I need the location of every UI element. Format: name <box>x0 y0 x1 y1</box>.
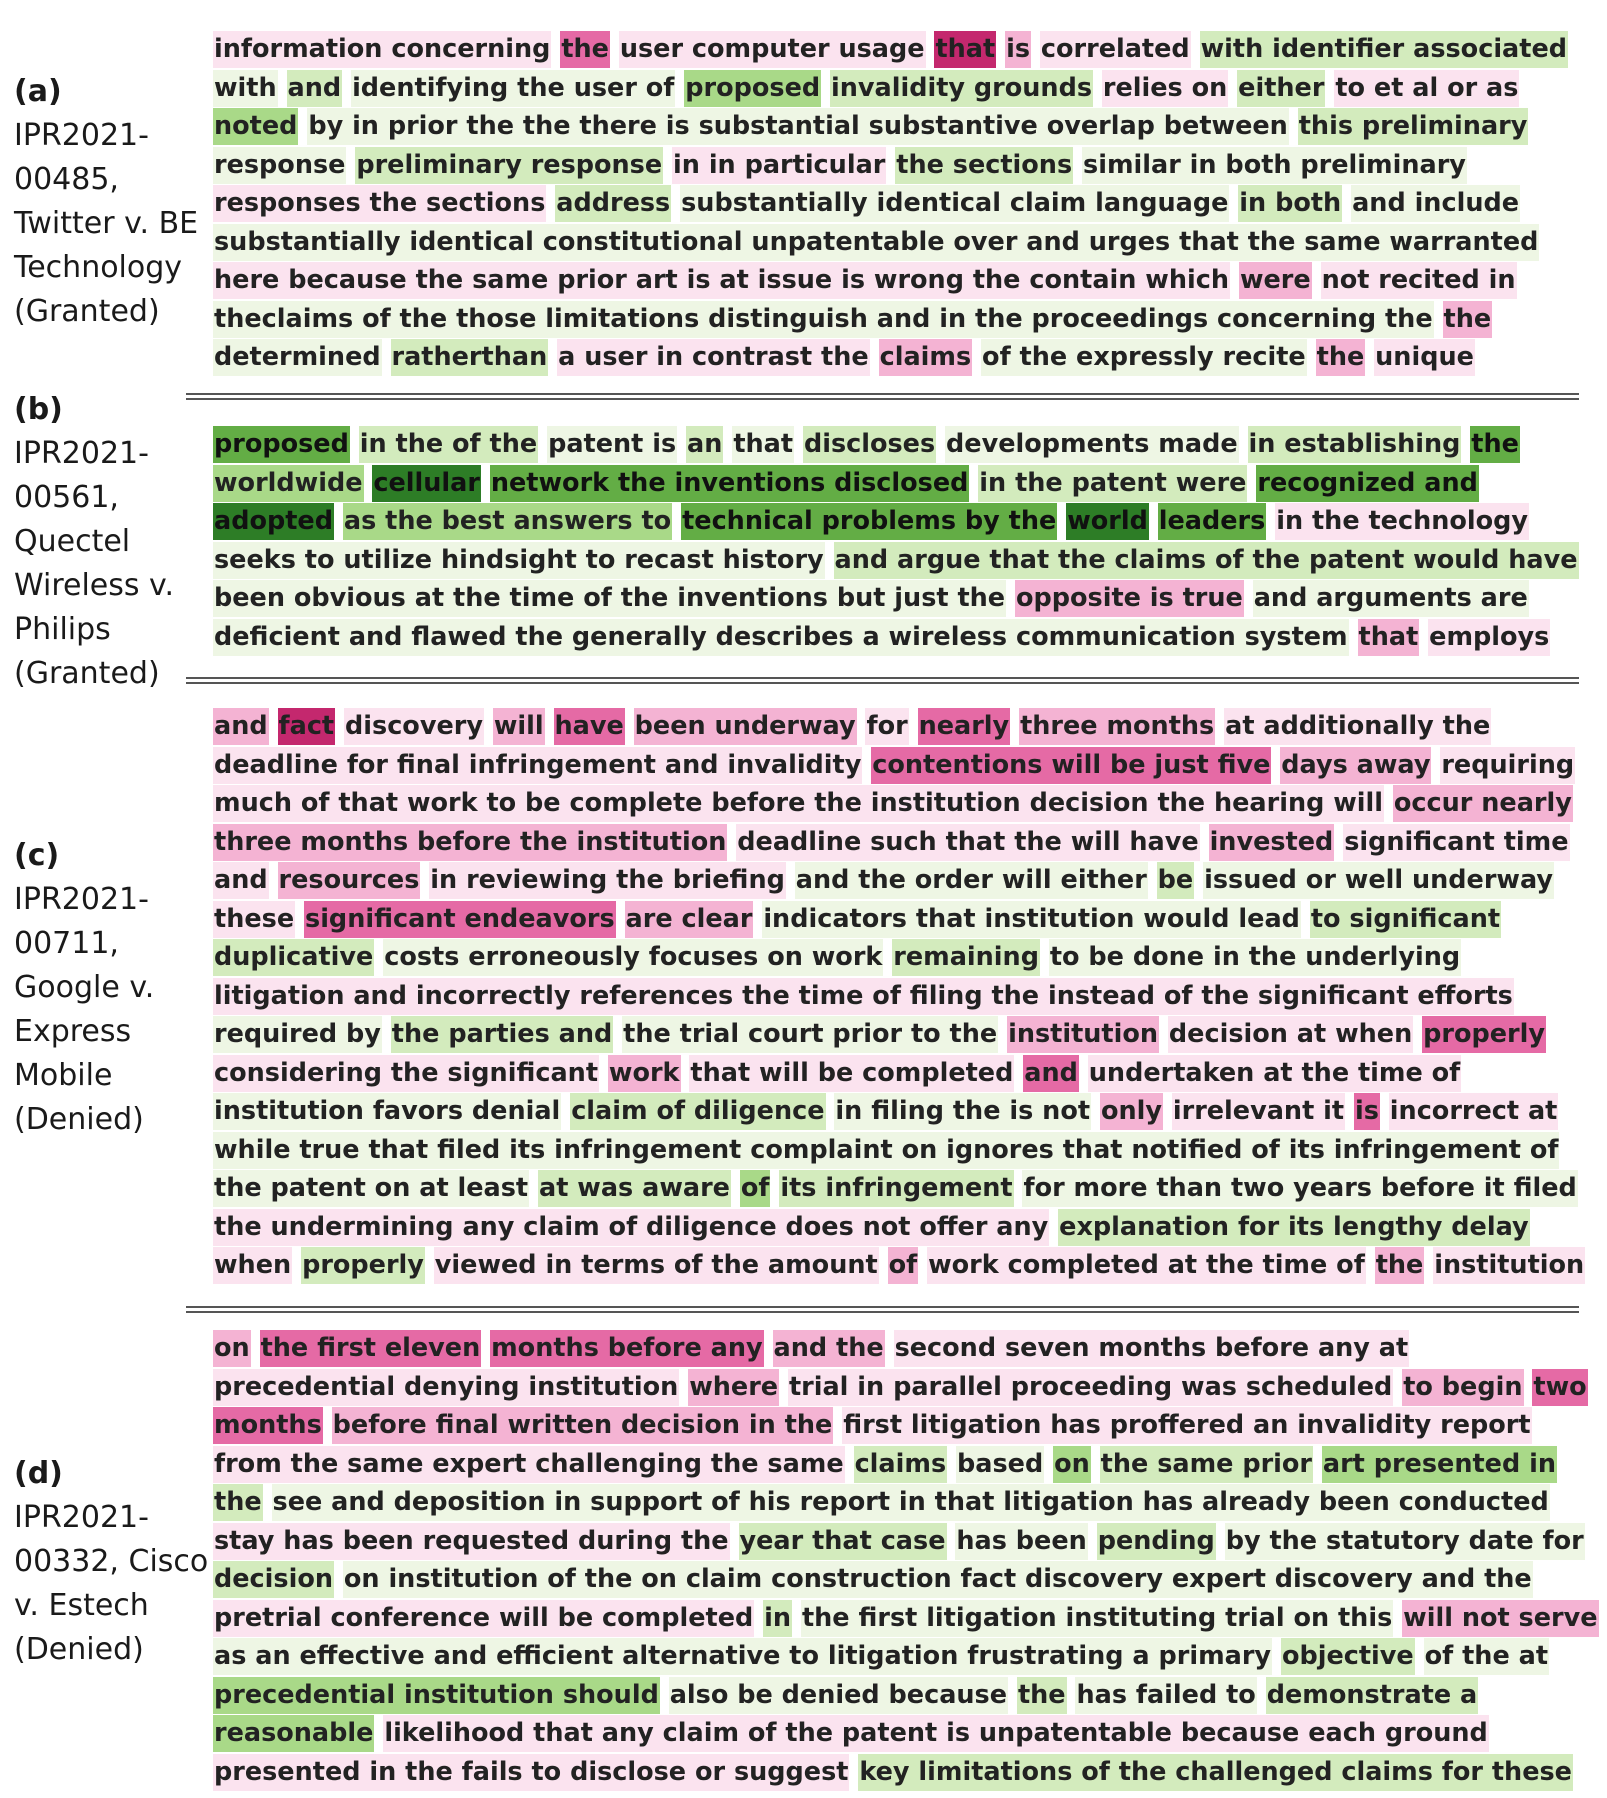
highlight-token: the same prior <box>1100 1446 1313 1483</box>
panel-text-b <box>213 425 1583 656</box>
panel-letter: (c) <box>14 838 60 873</box>
highlight-token: the <box>560 31 610 68</box>
highlight-token: employs <box>1428 619 1550 656</box>
text-line <box>213 502 1583 541</box>
highlight-token: and <box>213 708 269 745</box>
highlight-token: decision <box>213 1561 334 1598</box>
highlight-token: in both <box>1238 185 1342 222</box>
highlight-token: reasonable <box>213 1715 374 1752</box>
highlight-token: properly <box>1422 1016 1546 1053</box>
highlight-token: seeks to utilize hindsight to recast history <box>213 542 825 579</box>
highlight-token: work <box>608 1055 681 1092</box>
highlight-token: proposed <box>684 70 821 107</box>
highlight-token: on <box>213 1330 251 1367</box>
highlight-token: that <box>732 426 794 463</box>
text-line <box>213 1329 1583 1368</box>
highlight-token: and <box>287 70 343 107</box>
highlight-token: for more than two years before it filed <box>1022 1170 1577 1207</box>
highlight-token: recognized and <box>1256 465 1479 502</box>
highlight-token: the patent on at least <box>213 1170 529 1207</box>
highlight-token: leaders <box>1158 503 1267 540</box>
highlight-token: as an effective and efficient alternative to litigation frustrating a primary <box>213 1638 1272 1675</box>
panel-letter: (d) <box>14 1456 63 1491</box>
panel-label-line: 00485, <box>14 162 119 197</box>
highlight-token: two <box>1532 1369 1587 1406</box>
text-line <box>213 107 1583 146</box>
highlight-token: the sections <box>895 147 1073 184</box>
text-line <box>213 579 1583 618</box>
highlight-token: while true that filed its infringement complaint on ignores that notified of its infringement of <box>213 1132 1559 1169</box>
panel-label-line: Technology <box>14 250 183 285</box>
highlight-token: will not serve <box>1402 1600 1598 1637</box>
highlight-token: has been <box>955 1523 1087 1560</box>
text-line <box>213 1445 1583 1484</box>
highlight-token: precedential denying institution <box>213 1369 679 1406</box>
highlight-token: invested <box>1209 824 1335 861</box>
highlight-token: be <box>1157 862 1195 899</box>
highlight-token: are clear <box>625 901 754 938</box>
highlight-token: undertaken at the time of <box>1088 1055 1462 1092</box>
highlight-token: the <box>1316 339 1366 376</box>
highlight-token: three months before the institution <box>213 824 727 861</box>
highlight-token: issued or well underway <box>1203 862 1554 899</box>
highlight-token: contentions will be just five <box>871 747 1271 784</box>
panel-label-b <box>14 388 174 696</box>
highlight-token: precedential institution should <box>213 1677 660 1714</box>
highlight-token: that will be completed <box>689 1055 1014 1092</box>
highlight-token: the <box>1375 1247 1425 1284</box>
highlight-token: litigation and incorrectly references the time of filing the instead of the significant efforts <box>213 978 1514 1015</box>
highlight-token: unique <box>1374 339 1475 376</box>
highlight-token: before final written decision in the <box>332 1407 834 1444</box>
highlight-token: remaining <box>892 939 1040 976</box>
highlight-token: pending <box>1097 1523 1216 1560</box>
text-line <box>213 223 1583 262</box>
highlight-token: technical problems by the <box>681 503 1057 540</box>
text-line <box>213 1406 1583 1445</box>
highlight-token: address <box>555 185 671 222</box>
text-line <box>213 1015 1583 1054</box>
highlight-token: for <box>865 708 908 745</box>
highlight-token: to significant <box>1310 901 1501 938</box>
text-line <box>213 900 1583 939</box>
panel-text-a <box>213 30 1583 377</box>
highlight-token: with <box>213 70 278 107</box>
highlight-token: responses the sections <box>213 185 546 222</box>
highlight-token: in <box>763 1600 792 1637</box>
highlight-token: of <box>740 1170 771 1207</box>
highlight-token: occur nearly <box>1393 785 1573 822</box>
highlight-token: as the best answers to <box>343 503 672 540</box>
highlight-token: substantially identical claim language <box>680 185 1229 222</box>
highlight-token: months <box>213 1407 323 1444</box>
highlight-token: year that case <box>739 1523 947 1560</box>
highlight-token: the parties and <box>391 1016 613 1053</box>
highlight-token: an <box>686 426 723 463</box>
text-line <box>213 823 1583 862</box>
highlight-token: has failed to <box>1075 1677 1256 1714</box>
panel-label-line: 00332, Cisco <box>14 1544 209 1579</box>
highlight-token: deficient and flawed the generally describes a wireless communication system <box>213 619 1349 656</box>
panel-label-line: Philips <box>14 612 111 647</box>
highlight-token: patent is <box>547 426 677 463</box>
panel-label-line: 00561, <box>14 480 119 515</box>
highlight-token: a user in contrast the <box>557 339 870 376</box>
highlight-token: demonstrate a <box>1266 1677 1479 1714</box>
highlight-token: to be done in the underlying <box>1049 939 1461 976</box>
highlight-token: only <box>1100 1093 1163 1130</box>
text-line <box>213 541 1583 580</box>
highlight-token: significant endeavors <box>304 901 616 938</box>
highlight-token: that <box>934 31 996 68</box>
highlight-token: in establishing <box>1248 426 1462 463</box>
text-line <box>213 1599 1598 1638</box>
highlight-token: on <box>1053 1446 1091 1483</box>
highlight-token: the <box>1017 1677 1067 1714</box>
text-line <box>213 1131 1583 1170</box>
text-line <box>213 707 1583 746</box>
text-line <box>213 1368 1587 1407</box>
highlight-token: of <box>888 1247 919 1284</box>
panel-letter: (a) <box>14 74 62 109</box>
highlight-token: institution <box>1433 1247 1585 1284</box>
highlight-token: at additionally the <box>1224 708 1491 745</box>
highlight-token: months before any <box>490 1330 764 1367</box>
highlight-token: discloses <box>803 426 936 463</box>
highlight-token: and <box>213 862 269 899</box>
panel-label-line: Quectel <box>14 524 131 559</box>
panel-label-line: (Denied) <box>14 1102 144 1137</box>
text-line <box>213 464 1583 503</box>
highlight-token: key limitations of the challenged claims for these <box>858 1754 1573 1791</box>
highlight-token: art presented in <box>1322 1446 1557 1483</box>
highlight-token: the first litigation instituting trial on this <box>801 1600 1393 1637</box>
highlight-token: user computer usage <box>619 31 926 68</box>
highlight-token: see and deposition in support of his report in that litigation has already been conducted <box>272 1484 1550 1521</box>
highlight-token: response <box>213 147 346 184</box>
highlight-token: and argue that the claims of the patent would have <box>834 542 1579 579</box>
text-line <box>213 338 1583 377</box>
panel-label-line: IPR2021- <box>14 436 149 471</box>
panel-label-line: Twitter v. BE <box>14 206 199 241</box>
text-line <box>213 425 1583 464</box>
text-line <box>213 30 1583 69</box>
highlight-token: cellular <box>372 465 481 502</box>
highlight-token: required by <box>213 1016 382 1053</box>
highlight-token: of the expressly recite <box>981 339 1307 376</box>
highlight-token: pretrial conference will be completed <box>213 1600 754 1637</box>
highlight-token: nearly <box>918 708 1011 745</box>
highlight-token: and the <box>773 1330 885 1367</box>
divider-3 <box>186 1306 1579 1313</box>
highlight-token: trial in parallel proceeding was scheduled <box>788 1369 1393 1406</box>
highlight-token: the first eleven <box>260 1330 482 1367</box>
text-line <box>213 1246 1583 1285</box>
panel-label-line: v. Estech <box>14 1588 149 1623</box>
highlight-token: ratherthan <box>391 339 549 376</box>
panel-label-d <box>14 1452 208 1672</box>
panel-letter: (b) <box>14 392 63 427</box>
highlight-token: and the order will either <box>795 862 1148 899</box>
highlight-token: is <box>1005 31 1031 68</box>
highlight-token: these <box>213 901 295 938</box>
highlight-token: in filing the is not <box>834 1093 1091 1130</box>
highlight-token: based <box>956 1446 1044 1483</box>
text-line <box>213 746 1583 785</box>
highlight-token: not recited in <box>1321 262 1517 299</box>
panel-label-line: IPR2021- <box>14 118 149 153</box>
highlight-token: where <box>688 1369 779 1406</box>
highlight-token: likelihood that any claim of the patent is unpatentable because each ground <box>383 1715 1488 1752</box>
highlight-token: this preliminary <box>1298 108 1529 145</box>
panel-label-line: Wireless v. <box>14 568 175 603</box>
highlight-token: identifying the user of <box>351 70 675 107</box>
highlight-token: duplicative <box>213 939 374 976</box>
highlight-token: proposed <box>213 426 350 463</box>
text-line <box>213 1637 1583 1676</box>
highlight-token: on institution of the on claim construction fact discovery expert discovery and the <box>343 1561 1533 1598</box>
highlight-token: either <box>1237 70 1325 107</box>
highlight-token: also be denied because <box>669 1677 1008 1714</box>
highlight-token: properly <box>301 1247 425 1284</box>
highlight-token: substantially identical constitutional unpatentable over and urges that the same warranted <box>213 224 1539 261</box>
highlight-token: information concerning <box>213 31 551 68</box>
highlight-token: costs erroneously focuses on work <box>383 939 883 976</box>
text-line <box>213 261 1583 300</box>
panel-text-d <box>213 1329 1598 1791</box>
highlight-token: resources <box>278 862 421 899</box>
highlight-token: and include <box>1351 185 1520 222</box>
highlight-token: world <box>1066 503 1149 540</box>
highlight-token: in reviewing the briefing <box>429 862 786 899</box>
highlight-token: relies on <box>1102 70 1228 107</box>
highlight-token: in in particular <box>672 147 886 184</box>
highlight-token: have <box>554 708 625 745</box>
highlight-token: developments made <box>945 426 1239 463</box>
text-line <box>213 1560 1583 1599</box>
highlight-token: worldwide <box>213 465 364 502</box>
text-line <box>213 861 1583 900</box>
panel-text-c <box>213 707 1583 1285</box>
highlight-token: and <box>1023 1055 1079 1092</box>
text-line <box>213 300 1583 339</box>
highlight-token: claim of diligence <box>570 1093 825 1130</box>
highlight-token: requiring <box>1440 747 1575 784</box>
highlight-token: its infringement <box>779 1170 1013 1207</box>
panel-label-line: Google v. <box>14 970 155 1005</box>
highlight-token: to et al or as <box>1334 70 1519 107</box>
highlight-token: opposite is true <box>1015 580 1244 617</box>
text-line <box>213 938 1583 977</box>
text-line <box>213 1714 1583 1753</box>
highlight-token: determined <box>213 339 382 376</box>
highlight-token: in the technology <box>1275 503 1529 540</box>
highlight-token: viewed in terms of the amount <box>434 1247 879 1284</box>
panel-label-line: (Granted) <box>14 294 160 329</box>
highlight-token: in the of the <box>359 426 538 463</box>
highlight-token: irrelevant it <box>1172 1093 1345 1130</box>
highlight-token: the <box>213 1484 263 1521</box>
highlight-token: institution <box>1007 1016 1159 1053</box>
panel-label-line: Mobile <box>14 1058 113 1093</box>
highlight-token: similar in both preliminary <box>1082 147 1467 184</box>
highlight-token: much of that work to be complete before the institution decision the hearing will <box>213 785 1384 822</box>
highlight-token: in the patent were <box>978 465 1247 502</box>
text-line <box>213 69 1583 108</box>
panel-label-line: IPR2021- <box>14 882 149 917</box>
highlight-token: the undermining any claim of diligence does not offer any <box>213 1209 1049 1246</box>
panel-label-line: (Granted) <box>14 656 160 691</box>
text-line <box>213 618 1583 657</box>
highlight-token: from the same expert challenging the same <box>213 1446 845 1483</box>
highlight-token: work completed at the time of <box>927 1247 1366 1284</box>
highlight-token: indicators that institution would lead <box>762 901 1301 938</box>
text-line <box>213 1054 1583 1093</box>
highlight-token: at was aware <box>538 1170 731 1207</box>
text-line <box>213 1676 1583 1715</box>
highlight-token: and arguments are <box>1253 580 1529 617</box>
panel-label-c <box>14 834 154 1142</box>
highlight-token: invalidity grounds <box>830 70 1093 107</box>
highlight-token: of the at <box>1424 1638 1549 1675</box>
text-line <box>213 1208 1583 1247</box>
highlight-token: preliminary response <box>355 147 663 184</box>
highlight-token: first litigation has proffered an invalidity report <box>842 1407 1531 1444</box>
highlight-token: that <box>1358 619 1420 656</box>
highlight-token: were <box>1239 262 1312 299</box>
panel-label-line: (Denied) <box>14 1632 144 1667</box>
panel-label-line: IPR2021- <box>14 1500 149 1535</box>
text-line <box>213 1483 1583 1522</box>
highlight-token: will <box>493 708 545 745</box>
text-line <box>213 1522 1583 1561</box>
highlight-token: the <box>1443 301 1493 338</box>
highlight-token: incorrect at <box>1389 1093 1559 1130</box>
text-line <box>213 1169 1583 1208</box>
highlight-token: deadline such that the will have <box>736 824 1199 861</box>
highlight-token: the <box>1470 426 1520 463</box>
divider-2 <box>186 677 1579 684</box>
highlight-token: days away <box>1280 747 1431 784</box>
highlight-token: adopted <box>213 503 334 540</box>
highlight-token: the trial court prior to the <box>622 1016 998 1053</box>
highlight-token: been obvious at the time of the inventions but just the <box>213 580 1006 617</box>
panel-label-line: 00711, <box>14 926 119 961</box>
text-line <box>213 1753 1583 1792</box>
highlight-token: noted <box>213 108 298 145</box>
highlight-token: decision at when <box>1168 1016 1413 1053</box>
highlight-token: with identifier associated <box>1200 31 1568 68</box>
panel-label-line: Express <box>14 1014 132 1049</box>
highlight-token: presented in the fails to disclose or suggest <box>213 1754 849 1791</box>
highlight-token: theclaims of the those limitations distinguish and in the proceedings concerning the <box>213 301 1434 338</box>
highlight-token: considering the significant <box>213 1055 599 1092</box>
text-line <box>213 977 1583 1016</box>
highlight-token: discovery <box>344 708 484 745</box>
highlight-token: fact <box>278 708 336 745</box>
highlight-token: when <box>213 1247 292 1284</box>
highlight-token: to begin <box>1402 1369 1523 1406</box>
text-line <box>213 1092 1583 1131</box>
highlight-token: been underway <box>634 708 857 745</box>
highlight-token: stay has been requested during the <box>213 1523 730 1560</box>
highlight-token: significant time <box>1343 824 1569 861</box>
highlight-token: objective <box>1281 1638 1415 1675</box>
highlight-token: institution favors denial <box>213 1093 561 1130</box>
highlight-token: network the inventions disclosed <box>490 465 970 502</box>
highlight-token: here because the same prior art is at issue is wrong the contain which <box>213 262 1230 299</box>
highlight-token: is <box>1354 1093 1380 1130</box>
highlight-token: claims <box>879 339 973 376</box>
highlight-token: by the statutory date for <box>1225 1523 1585 1560</box>
text-line <box>213 784 1583 823</box>
panel-label-a <box>14 70 198 334</box>
text-line <box>213 146 1583 185</box>
highlight-token: claims <box>854 1446 948 1483</box>
highlight-token: three months <box>1019 708 1215 745</box>
highlight-token: correlated <box>1040 31 1191 68</box>
highlight-token: deadline for final infringement and invalidity <box>213 747 862 784</box>
highlight-token: by in prior the the there is substantial substantive overlap between <box>307 108 1289 145</box>
divider-1 <box>186 393 1579 400</box>
highlight-token: explanation for its lengthy delay <box>1058 1209 1529 1246</box>
text-line <box>213 184 1583 223</box>
highlight-token: second seven months before any at <box>894 1330 1410 1367</box>
